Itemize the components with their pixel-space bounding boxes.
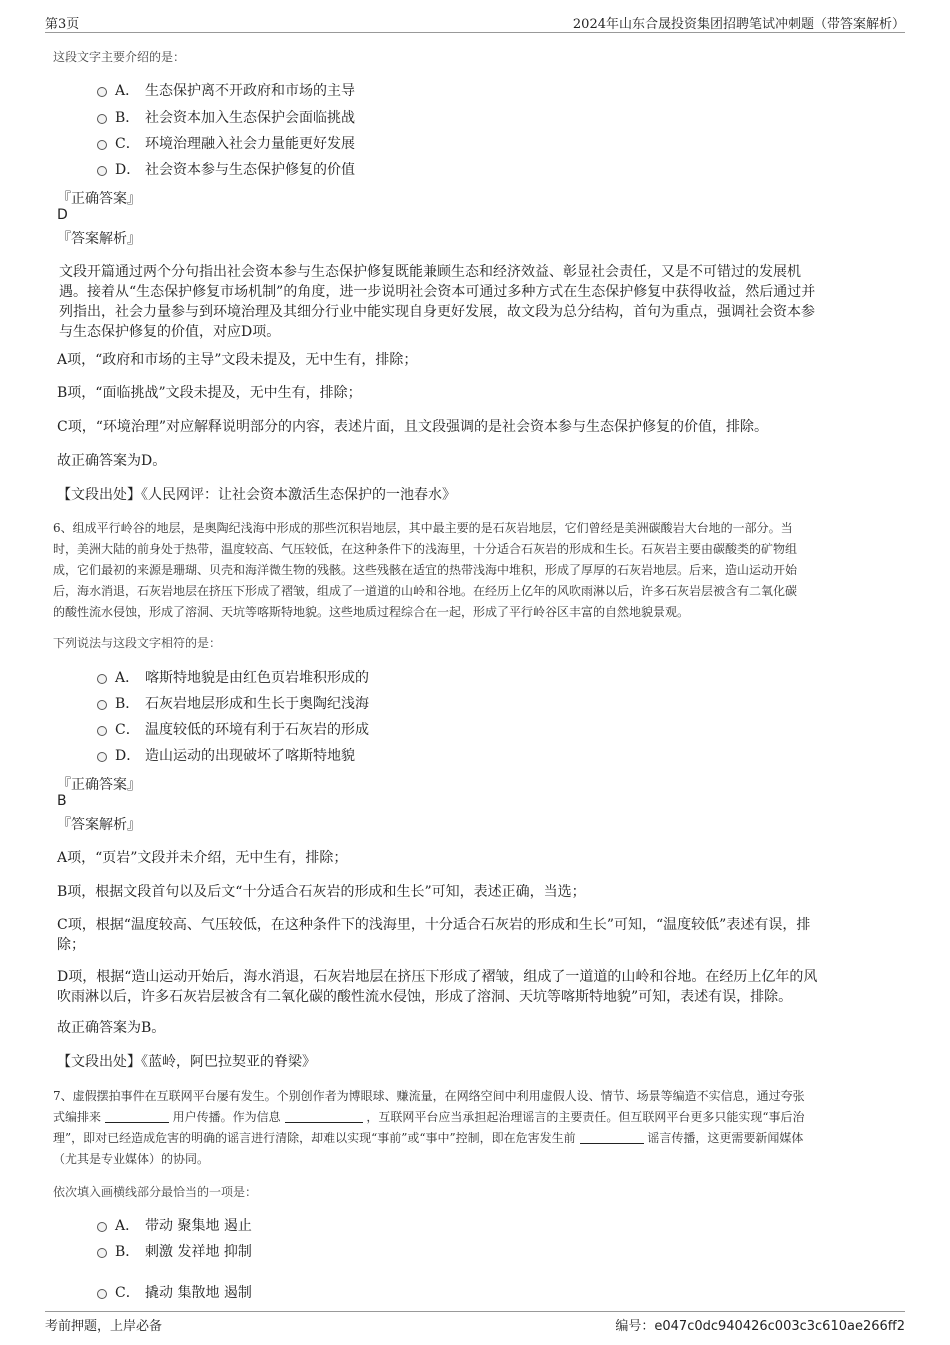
q6-option-a[interactable]: A． 喀斯特地貌是由红色页岩堆积形成的 [97, 668, 369, 688]
q7-prompt: 依次填入画横线部分最恰当的一项是： [53, 1185, 258, 1199]
q6-source: 【文段出处】《蓝岭，阿巴拉契亚的脊梁》 [57, 1054, 316, 1070]
q5-answer-label: 『正确答案』 [57, 191, 141, 207]
q5-option-c[interactable]: C． 环境治理融入社会力量能更好发展 [97, 134, 355, 154]
q6-note-d: D项，根据“造山运动开始后，海水消退，石灰岩地层在挤压下形成了褶皱，组成了一道道的山岭和谷地。在经历上亿年的风 吹雨淋以后，许多石灰岩层被含有二氧化碳的酸性流水侵蚀，形成了溶洞、天坑等喀斯特地貌”可知，表述有误，排除。 [57, 969, 818, 1005]
q5-note-c: C项，“环境治理”对应解释说明部分的内容，表述片面，且文段强调的是社会资本参与生态保护修复的价值，排除。 [57, 419, 769, 435]
q6-option-d[interactable]: D． 造山运动的出现破坏了喀斯特地貌 [97, 746, 355, 766]
q5-analysis: 文段开篇通过两个分句指出社会资本参与生态保护修复既能兼顾生态和经济效益、彰显社会责任，又是不可错过的发展机 遇。接着从“生态保护修复市场机制”的角度，进一步说明社会资本可通过多种方式在生态保护修复中获得收益，然后通过并 列指出，社会力量参与到环境治理及其细分行业中能实现自身更好发展，故文段为总分结构，首句为重点，强调社会资本参 与生态保护修复的价值，对应D项。 [59, 264, 816, 340]
q5-analysis-label: 『答案解析』 [57, 231, 141, 247]
q5-prompt: 这段文字主要介绍的是： [53, 50, 186, 64]
radio-icon[interactable] [97, 752, 107, 762]
q5-source: 【文段出处】《人民网评：让社会资本激活生态保护的一池春水》 [57, 487, 456, 503]
footer-slogan: 考前押题，上岸必备 [45, 1319, 163, 1334]
q7-passage: 7、虚假摆拍事件在互联网平台屡有发生。个别创作者为博眼球、赚流量，在网络空间中利用虚假人设、情节、场景等编造不实信息，通过夸张 式编排来 用户传播。作为信息 ，互联网平台应当承担起治理谣言的主要责任。但互联网平台更多只能实现“事后治 理”，即对已经造成危害的明确的谣言进行清除，却难以实现“事前”或“事中”控制，即在危害发生前 谣言传播，这更需要新闻媒体 （尤其是专业媒体）的协同。 [53, 1089, 805, 1166]
q5-conclusion: 故正确答案为D。 [57, 453, 167, 469]
radio-icon[interactable] [97, 166, 107, 176]
document-code: 编号：e047c0dc940426c003c3c610ae266ff2 [615, 1319, 905, 1334]
q5-option-b[interactable]: B． 社会资本加入生态保护会面临挑战 [97, 108, 355, 128]
q6-note-b: B项，根据文段首句以及后文“十分适合石灰岩的形成和生长”可知，表述正确，当选； [57, 884, 586, 900]
page-header [45, 10, 905, 33]
q7-option-a[interactable]: A． 带动 聚集地 遏止 [97, 1216, 252, 1236]
document-title: 2024年山东合晟投资集团招聘笔试冲刺题（带答案解析） [572, 17, 905, 32]
q7-option-b[interactable]: B． 刺激 发祥地 抑制 [97, 1242, 252, 1262]
page-footer [45, 1311, 905, 1334]
q6-conclusion: 故正确答案为B。 [57, 1020, 166, 1036]
q5-note-b: B项，“面临挑战”文段未提及，无中生有，排除； [57, 385, 362, 401]
fill-blank-3[interactable] [580, 1131, 644, 1144]
q5-option-d[interactable]: D． 社会资本参与生态保护修复的价值 [97, 160, 355, 180]
fill-blank-2[interactable] [285, 1110, 363, 1123]
q6-option-b[interactable]: B． 石灰岩地层形成和生长于奥陶纪浅海 [97, 694, 369, 714]
q6-note-a: A项，“页岩”文段并未介绍，无中生有，排除； [57, 850, 348, 866]
q5-answer: D [57, 207, 68, 223]
fill-blank-1[interactable] [105, 1110, 169, 1123]
q6-option-c[interactable]: C． 温度较低的环境有利于石灰岩的形成 [97, 720, 369, 740]
q6-analysis-label: 『答案解析』 [57, 817, 141, 833]
q6-note-c: C项，根据“温度较高、气压较低，在这种条件下的浅海里，十分适合石灰岩的形成和生长”可知，“温度较低”表述有误，排 除； [57, 917, 811, 953]
radio-icon[interactable] [97, 726, 107, 736]
q7-option-c[interactable]: C． 撬动 集散地 遏制 [97, 1283, 252, 1303]
radio-icon[interactable] [97, 114, 107, 124]
radio-icon[interactable] [97, 140, 107, 150]
radio-icon[interactable] [97, 1222, 107, 1232]
radio-icon[interactable] [97, 674, 107, 684]
q6-passage: 6、组成平行岭谷的地层，是奥陶纪浅海中形成的那些沉积岩地层，其中最主要的是石灰岩地层，它们曾经是美洲碳酸岩大台地的一部分。当 时，美洲大陆的前身处于热带，温度较高、气压较低，在这种条件下的浅海里，十分适合石灰岩的形成和生长。石灰岩主要由碳酸类的矿物组 成，它们最初的来源是珊瑚、贝壳和海洋微生物的残骸。这些残骸在适宜的热带浅海中堆积，形成了厚厚的石灰岩地层。后来，造山运动开始 后，海水消退，石灰岩地层在挤压下形成了褶皱，组成了一道道的山岭和谷地。在经历上亿年的风吹雨淋以后，许多石灰岩层被含有二氧化碳 的酸性流水侵蚀，形成了溶洞、天坑等喀斯特地貌。这些地质过程综合在一起，形成了平行岭谷区丰富的自然地貌景观。 [53, 521, 798, 619]
page-number: 第3页 [45, 17, 80, 32]
q6-answer: B [57, 793, 67, 809]
radio-icon[interactable] [97, 700, 107, 710]
q5-option-a[interactable]: A． 生态保护离不开政府和市场的主导 [97, 81, 355, 101]
radio-icon[interactable] [97, 87, 107, 97]
q5-note-a: A项，“政府和市场的主导”文段未提及，无中生有，排除； [57, 352, 418, 368]
radio-icon[interactable] [97, 1248, 107, 1258]
q6-answer-label: 『正确答案』 [57, 777, 141, 793]
q6-prompt: 下列说法与这段文字相符的是： [53, 636, 222, 650]
radio-icon[interactable] [97, 1289, 107, 1299]
